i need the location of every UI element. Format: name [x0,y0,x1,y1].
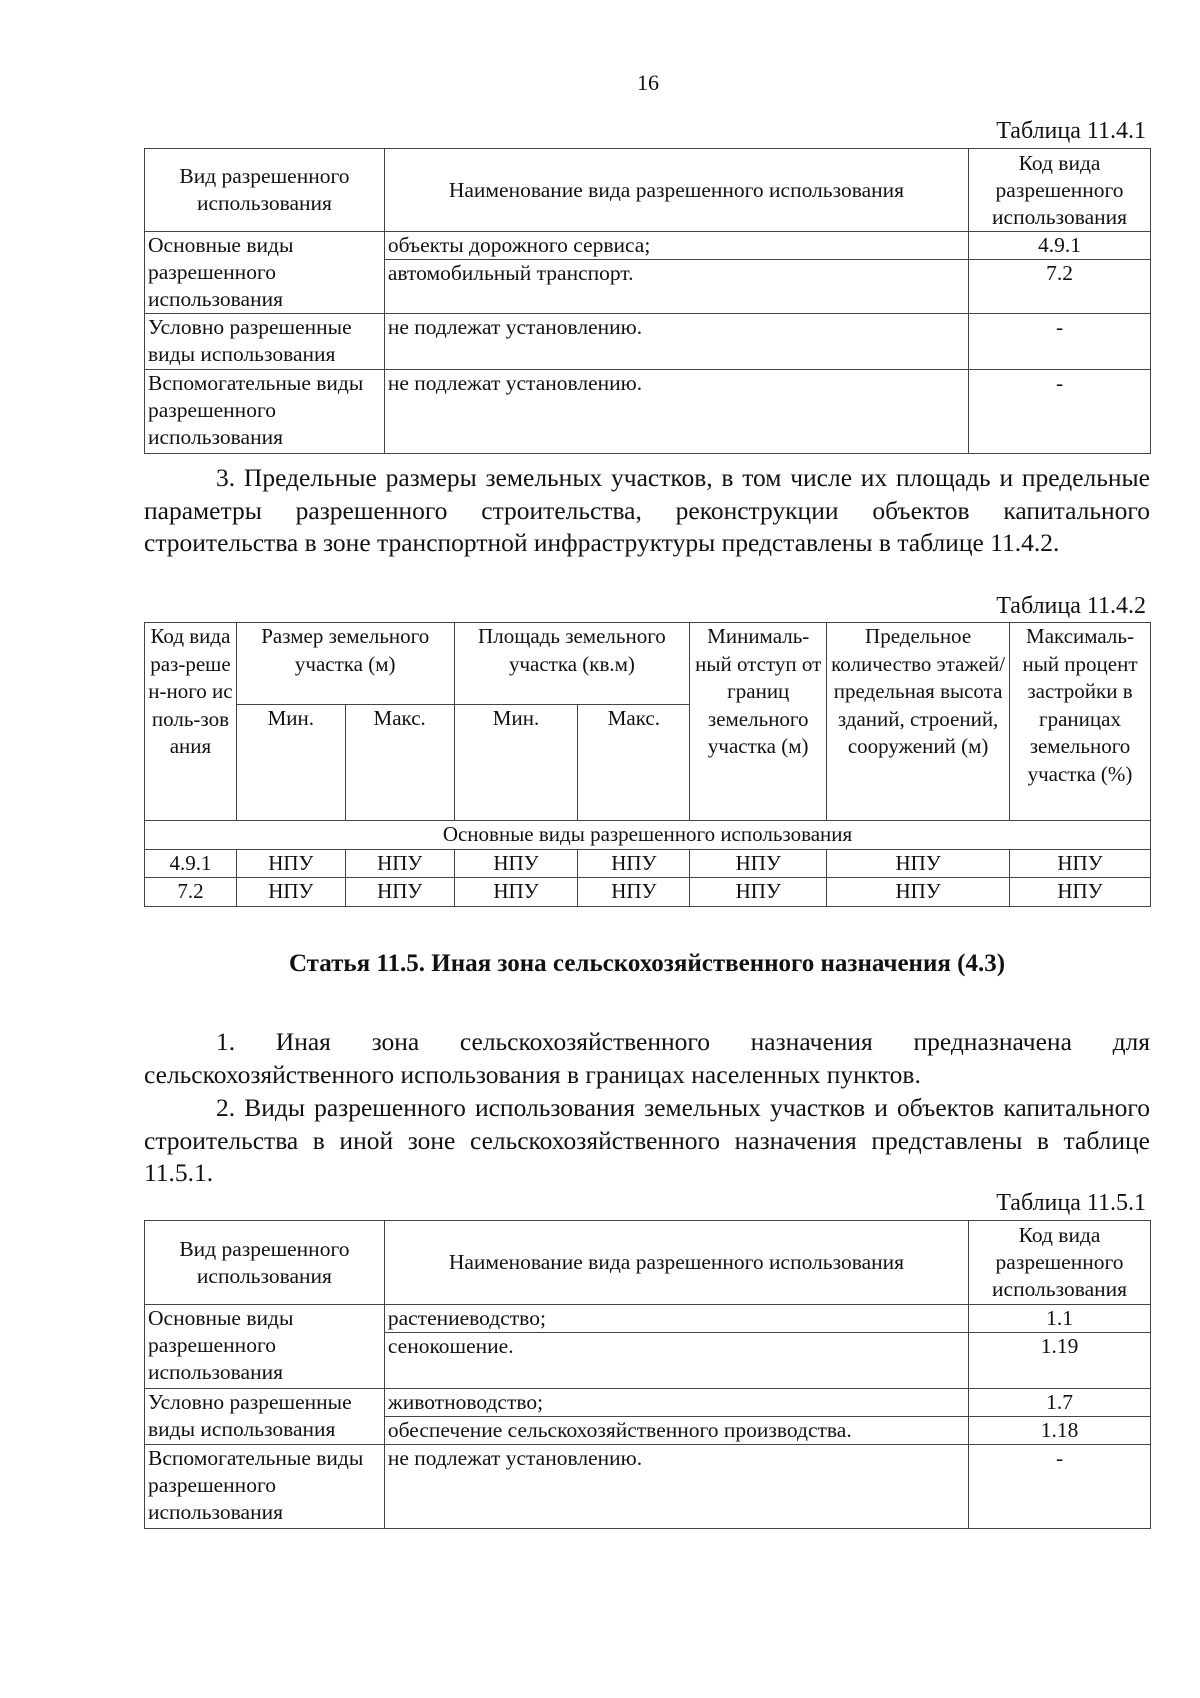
header-plot-area: Площадь земельного участка (кв.м) [454,623,690,705]
use-code: 1.7 [969,1389,1151,1417]
group-label: Основные виды разрешенного использования [145,1305,385,1389]
use-code: - [969,314,1151,370]
use-name: автомобильный транспорт. [384,260,968,314]
use-name: сенокошение. [384,1333,968,1389]
paragraph-1: 1. Иная зона сельскохозяйственного назначения предназначена для сельскохозяйственного использования в границах населенных пунктов. [144,1027,1150,1089]
paragraph-3: 3. Предельные размеры земельных участков, в том числе их площадь и предельные параметры разрешенного строительства, реконструкции объектов капитального строительства в зоне транспортной инфраструктуры представлены в таблице 11.4.2. [144,463,1150,557]
header-cell: Код вида разрешенного использования [969,149,1151,232]
table-11-4-1-caption: Таблица 11.4.1 [996,118,1146,144]
table-row [145,878,1151,907]
cell: НПУ [690,878,827,907]
use-code: 1.19 [969,1333,1151,1389]
header-max: Макс. [578,705,690,821]
section-row: Основные виды разрешенного использования [145,821,1151,850]
cell: НПУ [236,878,345,907]
use-name: растениеводство; [384,1305,968,1333]
group-label: Вспомогательные виды разрешенного использования [145,1445,385,1529]
use-code: - [969,1445,1151,1529]
header-cell: Наименование вида разрешенного использования [384,1221,968,1305]
header-cell: Код вида разрешенного использования [969,1221,1151,1305]
group-label: Вспомогательные виды разрешенного использования [145,370,385,454]
group-label: Условно разрешенные виды использования [145,1389,385,1445]
use-code: 4.9.1 [969,232,1151,260]
table-11-4-2 [144,622,1151,907]
header-cell: Вид разрешенного использования [145,1221,385,1305]
cell: НПУ [345,849,454,878]
use-name: не подлежат установлению. [384,314,968,370]
header-floors-height: Предельное количество этажей/ предельная высота зданий, строений, сооружений (м) [827,623,1010,821]
use-code: 1.18 [969,1417,1151,1445]
header-min: Мин. [236,705,345,821]
cell: НПУ [236,849,345,878]
use-code: 7.2 [969,260,1151,314]
header-build-percent: Максималь-ный процент застройки в границах земельного участка (%) [1010,623,1151,821]
use-name: объекты дорожного сервиса; [384,232,968,260]
cell: НПУ [827,849,1010,878]
header-plot-size: Размер земельного участка (м) [236,623,454,705]
cell: НПУ [454,878,578,907]
header-max: Макс. [345,705,454,821]
table-11-5-1 [144,1220,1151,1529]
use-name: животноводство; [384,1389,968,1417]
paragraph-2: 2. Виды разрешенного использования земельных участков и объектов капитального строительства в иной зоне сельскохозяйственного назначения представлены в таблице 11.5.1. [144,1093,1150,1187]
cell: НПУ [578,849,690,878]
header-cell: Наименование вида разрешенного использования [384,149,968,232]
cell: НПУ [1010,878,1151,907]
cell: НПУ [1010,849,1151,878]
group-label: Основные виды разрешенного использования [145,232,385,314]
use-code: - [969,370,1151,454]
cell: НПУ [827,878,1010,907]
cell: 7.2 [145,878,237,907]
header-code: Код вида раз-решен-ного исполь-зования [145,623,237,821]
cell: НПУ [345,878,454,907]
group-label: Условно разрешенные виды использования [145,314,385,370]
header-setback: Минималь-ный отступ от границ земельного участка (м) [690,623,827,821]
article-heading: Статья 11.5. Иная зона сельскохозяйственного назначения (4.3) [288,950,1006,977]
cell: НПУ [454,849,578,878]
table-11-5-1-caption: Таблица 11.5.1 [996,1190,1146,1216]
cell: НПУ [578,878,690,907]
cell: НПУ [690,849,827,878]
cell: 4.9.1 [145,849,237,878]
use-code: 1.1 [969,1305,1151,1333]
table-11-4-1 [144,148,1151,454]
header-cell: Вид разрешенного использования [145,149,385,232]
use-name: обеспечение сельскохозяйственного производства. [384,1417,968,1445]
header-min: Мин. [454,705,578,821]
table-11-4-2-caption: Таблица 11.4.2 [996,593,1146,619]
page-number: 16 [637,70,659,95]
table-row [145,849,1151,878]
use-name: не подлежат установлению. [384,370,968,454]
use-name: не подлежат установлению. [384,1445,968,1529]
